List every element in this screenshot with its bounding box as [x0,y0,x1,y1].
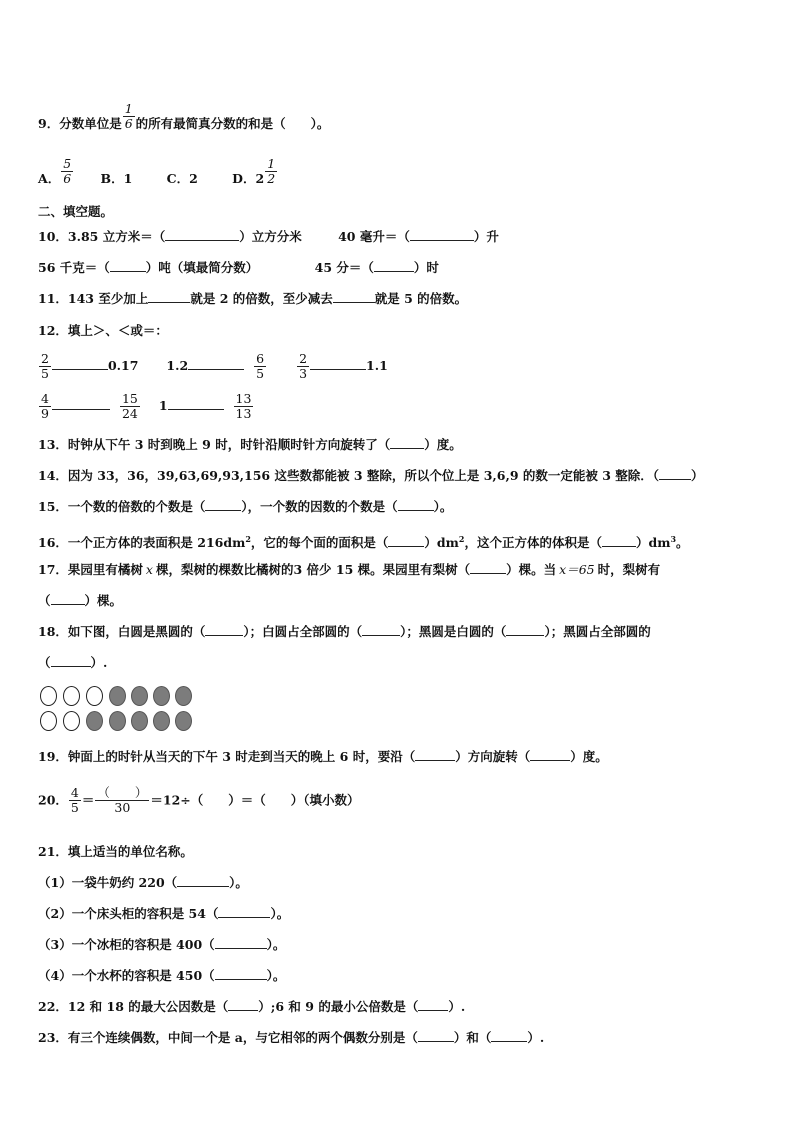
q17-part-d: 时，梨树有 [597,562,661,577]
q10-blank-2[interactable] [410,228,474,241]
question-17-row1 [38,561,660,579]
q12-blank-3[interactable] [310,357,366,370]
q16-sup-2: 2 [458,534,465,544]
q12-value-11: 1.1 [366,357,388,373]
q13-blank[interactable] [390,436,424,449]
q23-part-c: ）. [527,1030,545,1045]
q12-frac-numerator: 4 [41,391,49,406]
q21-item-1-text: （1）一袋牛奶约 220（ [38,875,178,890]
q16-part-f: 。 [676,535,689,551]
question-13 [38,436,462,454]
option-d-label: D．2 [232,170,265,186]
question-21-title: 21．填上适当的单位名称。 [38,844,193,859]
q13-text-end: ）度。 [424,437,462,452]
q17-part-e: （ [38,593,51,608]
white-circle [86,686,103,706]
q21-item-2-end: ）。 [270,906,290,921]
q10-part-c: 56 千克＝（ [38,260,110,275]
q9-text-suffix: 的所有最简真分数的和是（ ）。 [135,115,330,131]
q10-part-c-end: ）吨（填最简分数） [145,260,259,275]
section-title: 二、填空题。 [38,204,114,219]
question-12-title: 12．填上＞、＜或＝： [38,323,168,338]
q18-part-e: （ [38,655,51,670]
option-d-denominator: 2 [267,170,276,186]
q19-part-a: 19．钟面上的时针从当天的下午 3 时走到当天的晚上 6 时，要沿（ [38,749,416,764]
option-a-numerator: 5 [63,156,72,171]
q11-blank-2[interactable] [333,290,375,303]
q11-part-c: 就是 5 的倍数。 [374,291,468,306]
q23-part-a: 23．有三个连续偶数，中间一个是 a，与它相邻的两个偶数分别是（ [38,1030,418,1045]
q10-part-d-end: ）时 [413,260,439,275]
black-circle [109,711,126,731]
q12-value-1: 1 [158,397,168,413]
q21-item-3-text: （3）一个冰柜的容积是 400（ [38,937,215,952]
q11-blank-1[interactable] [148,290,190,303]
q14-text-end: ） [691,468,704,483]
q12-frac-numerator: 2 [41,351,49,366]
q21-item-1-end: ）。 [229,875,248,890]
q20-label: 20． [38,792,68,808]
q17-part-c: ）棵。当 [506,562,557,577]
q20-frac-4-5 [69,786,81,815]
q10-blank-1[interactable] [165,228,239,241]
question-23 [38,1029,544,1047]
q12-frac-numerator: 6 [256,351,265,366]
white-circle [63,686,80,706]
q12-frac-6-5 [254,352,266,381]
q16-blank-2[interactable] [602,534,636,547]
q12-frac-numerator: 2 [299,351,308,366]
q21-blank-4[interactable] [215,967,267,980]
q17-part-b: 棵，梨树的棵数比橘树的3 倍少 15 棵。果园里有梨树（ [155,562,471,577]
q12-value-017: 0.17 [107,357,139,373]
q12-frac-denominator: 24 [121,405,138,421]
q10-part-b: 40 毫升＝（ [338,229,410,244]
q18-part-f: ）. [90,655,108,670]
q12-frac-denominator: 9 [41,405,49,421]
q12-blank-4[interactable] [52,397,110,410]
q19-blank-2[interactable] [530,748,570,761]
q10-part-a-end: ）立方分米 [239,229,302,244]
question-9 [38,101,330,139]
question-12-row2 [38,392,254,424]
black-circle [153,686,170,706]
question-10-row2 [38,259,439,277]
white-circle [40,686,57,706]
q15-blank-2[interactable] [398,498,434,511]
q15-part-c: ）。 [433,499,453,514]
q22-part-b: ）;6 和 9 的最小公倍数是（ [258,999,419,1014]
q20-numerator: 4 [70,785,79,800]
q15-part-b: ），一个数的因数的个数是（ [241,499,398,514]
q9-text-prefix: 9．分数单位是 [38,115,122,131]
q22-part-a: 22．12 和 18 的最大公因数是（ [38,999,229,1014]
question-20 [38,786,360,826]
black-circle [86,711,103,731]
white-circle [63,711,80,731]
option-d-fraction [265,157,277,186]
question-12-row1 [38,352,388,384]
q12-frac-denominator: 13 [235,405,252,421]
q12-frac-2-3 [297,352,309,381]
q18-blank-3[interactable] [506,623,544,636]
option-a-fraction [61,157,73,186]
q21-item-2-text: （2）一个床头柜的容积是 54（ [38,906,219,921]
q18-part-b: ）；白圆占全部圆的（ [243,624,363,639]
q11-part-b: 就是 2 的倍数，至少减去 [190,291,333,306]
black-circle [175,686,192,706]
option-a-label: A． [38,170,61,186]
q9-unit-numerator: 1 [124,101,133,116]
q18-blank-2[interactable] [362,623,400,636]
q14-text: 14．因为 33，36，39,63,69,93,156 这些数都能被 3 整除，所以个位上是 3,6,9 的数一定能被 3 整除．（ [38,468,660,483]
q12-frac-denominator: 3 [299,365,308,381]
q20-equals: ＝ [81,792,95,808]
question-19 [38,748,608,766]
q22-blank-2[interactable] [418,998,448,1011]
q12-blank-2[interactable] [188,357,244,370]
black-circle [131,686,148,706]
q20-blank-numerator[interactable]: （ ） [97,785,148,800]
question-21-item-3 [38,936,285,954]
q12-frac-4-9 [39,392,51,421]
q12-blank-1[interactable] [52,357,108,370]
q15-part-a: 15．一个数的倍数的个数是（ [38,499,206,514]
q16-blank-1[interactable] [388,534,424,547]
black-circle [109,686,126,706]
q16-part-b: ，它的每个面的面积是（ [250,535,389,551]
question-10-row1 [38,228,499,246]
q18-blank-1[interactable] [205,623,243,636]
q17-part-f: ）棵。 [84,593,123,608]
q12-blank-5[interactable] [168,397,224,410]
q18-blank-4[interactable] [51,654,91,667]
q20-denominator: 5 [70,799,79,815]
question-21-item-4 [38,967,285,985]
q20-frac-blank-30 [95,786,149,815]
black-circle [153,711,170,731]
q17-blank-2[interactable] [51,592,85,605]
q21-blank-1[interactable] [177,874,229,887]
question-18-row1 [38,623,651,641]
q12-frac-2-5 [39,352,51,381]
q22-part-c: ）. [448,999,466,1014]
q23-blank-2[interactable] [491,1029,527,1042]
q14-blank[interactable] [659,467,691,480]
option-d-numerator: 1 [267,156,276,171]
q10-part-a: 10．3.85 立方米＝（ [38,229,166,244]
q20-rest: ＝12÷（ ）＝（ ）（填小数） [150,792,360,808]
q17-variable: x [145,562,153,577]
question-18-row2 [38,654,107,672]
q10-part-d: 45 分＝（ [314,260,374,275]
question-17-row2 [38,592,122,610]
question-15 [38,498,452,516]
q10-blank-4[interactable] [374,259,414,272]
question-16 [38,530,689,552]
option-b: B．1 [100,170,133,186]
question-22 [38,998,465,1016]
q12-frac-numerator: 13 [235,391,252,406]
question-21-item-2 [38,905,289,923]
q9-unit-fraction [123,102,135,131]
q22-blank-1[interactable] [228,998,258,1011]
white-circle [40,711,57,731]
question-21-item-1 [38,874,248,892]
q17-blank-1[interactable] [470,561,506,574]
q21-item-4-end: ）。 [266,968,286,983]
option-c: C．2 [166,170,198,186]
q12-frac-15-24 [120,392,140,421]
q23-blank-1[interactable] [418,1029,454,1042]
q19-blank-1[interactable] [415,748,455,761]
q17-condition: x＝65 [559,562,595,577]
q10-part-b-end: ）升 [473,229,499,244]
q16-part-a: 16．一个正方体的表面积是 216dm [38,535,246,551]
q16-part-d: ，这个正方体的体积是（ [464,535,602,551]
option-a-denominator: 6 [63,170,72,186]
q15-blank-1[interactable] [205,498,241,511]
q18-part-d: ）；黑圆占全部圆的 [544,624,651,639]
q19-part-b: ）方向旋转（ [455,749,531,764]
question-14 [38,467,704,485]
q12-frac-numerator: 15 [121,391,138,406]
q12-frac-denominator: 5 [41,365,49,381]
q17-part-a: 17．果园里有橘树 [38,562,143,577]
q21-item-4-text: （4）一个水杯的容积是 450（ [38,968,215,983]
question-9-options [38,156,278,194]
q21-item-3-end: ）。 [266,937,286,952]
q21-blank-3[interactable] [215,936,267,949]
q16-sup-1: 2 [245,534,251,544]
q23-part-b: ）和（ [453,1030,492,1045]
q10-blank-3[interactable] [110,259,146,272]
black-circle [175,711,192,731]
black-circle [131,711,148,731]
q11-part-a: 11．143 至少加上 [38,291,149,306]
q13-text: 13．时钟从下午 3 时到晚上 9 时，时针沿顺时针方向旋转了（ [38,437,391,452]
q12-frac-13-13 [234,392,254,421]
q19-part-c: ）度。 [570,749,608,764]
question-11 [38,290,467,308]
q18-part-a: 18．如下图，白圆是黑圆的（ [38,624,206,639]
q16-part-e: ）dm [635,535,671,551]
q16-part-c: ）dm [424,535,459,551]
q18-part-c: ）；黑圆是白圆的（ [400,624,507,639]
q12-frac-denominator: 5 [256,365,265,381]
q9-unit-denominator: 6 [124,115,133,131]
q16-sup-3: 3 [670,534,677,544]
q21-blank-2[interactable] [218,905,270,918]
q12-value-12: 1.2 [166,357,189,373]
q20-denominator-30: 30 [114,799,131,815]
